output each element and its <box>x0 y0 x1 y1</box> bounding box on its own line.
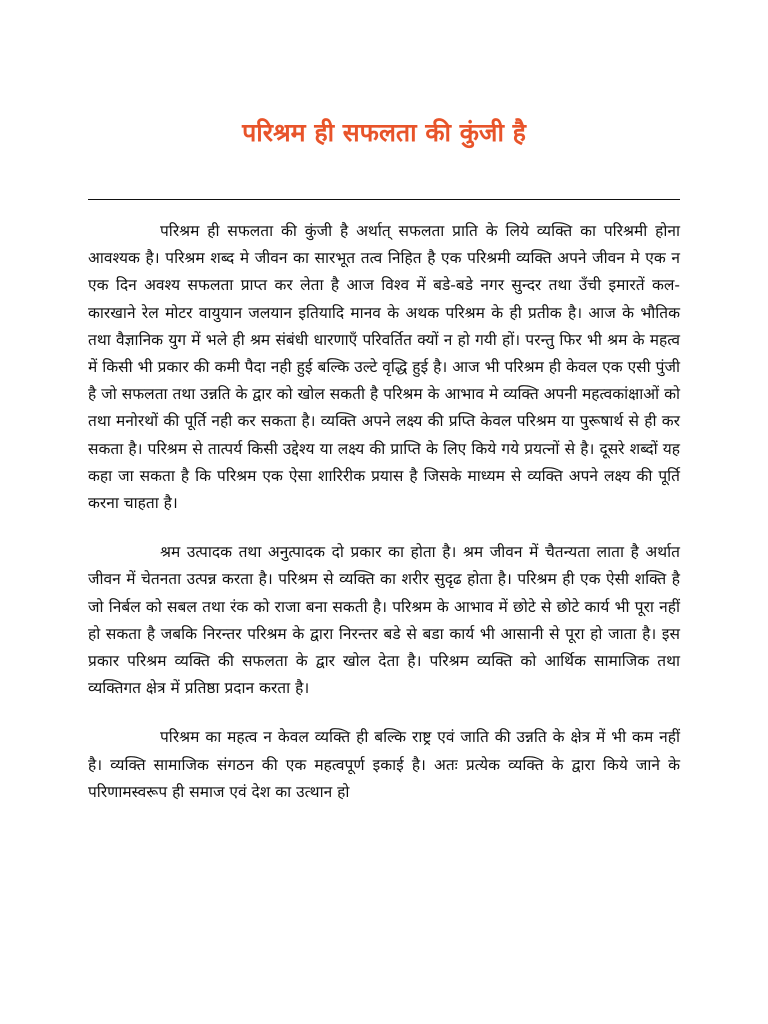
document-body <box>88 218 680 806</box>
document-title: परिश्रम ही सफलता की कुंजी है <box>242 117 526 147</box>
paragraph-2: श्रम उत्पादक तथा अनुत्पादक दो प्रकार का होता है। श्रम जीवन में चैतन्यता लाता है अर्थात जीवन में चेतनता उत्पन्न करता है। परिश्रम से व्यक्ति का शरीर सुदृढ होता है। परिश्रम ही एक ऐसी शक्ति है जो निर्बल को सबल तथा रंक को राजा बना सकती है। परिश्रम के आभाव में छोटे से छोटे कार्य भी पूरा नहीं हो सकता है जबकि निरन्तर परिश्रम के द्वारा निरन्तर बडे से बडा कार्य भी आसानी से पूरा हो जाता है। इस प्रकार परिश्रम व्यक्ति की सफलता के द्वार खोल देता है। परिश्रम व्यक्ति को आर्थिक सामाजिक तथा व्यक्तिगत क्षेत्र में प्रतिष्ठा प्रदान करता है। <box>88 543 680 698</box>
paragraph-3: परिश्रम का महत्व न केवल व्यक्ति ही बल्कि राष्ट्र एवं जाति की उन्नति के क्षेत्र में भी कम नहीं है। व्यक्ति सामाजिक संगठन की एक महत्वपूर्ण इकाई है। अतः प्रत्येक व्यक्ति के द्वारा किये जाने के परिणामस्वरूप ही समाज एवं देश का उत्थान हो <box>88 728 680 801</box>
paragraph-1: परिश्रम ही सफलता की कुंजी है अर्थात् सफलता प्राति के लिये व्यक्ति का परिश्रमी होना आवश्यक है। परिश्रम शब्द मे जीवन का सारभूत तत्व निहित है एक परिश्रमी व्यक्ति अपने जीवन मे एक न एक दिन अवश्य सफलता प्राप्त कर लेता है आज विश्व में बडे-बडे नगर सुन्दर तथा उँची इमारतें कल-कारखाने रेल मोटर वायुयान जलयान इतियादि मानव के अथक परिश्रम के ही प्रतीक है। आज के भौतिक तथा वैज्ञानिक युग में भले ही श्रम संबंधी धारणाएँ परिवर्तित क्यों न हो गयी हों। परन्तु फिर भी श्रम के महत्व में किसी भी प्रकार की कमी पैदा नही हुई बल्कि उल्टे वृद्धि हुई है। आज भी परिश्रम ही केवल एक एसी पुंजी है जो सफलता तथा उन्नति के द्वार को खोल सकती है परिश्रम के आभाव मे व्यक्ति अपनी महत्वकांक्षाओं को तथा मनोरथों की पूर्ति नही कर सकता है। व्यक्ति अपने लक्ष्य की प्रप्ति केवल परिश्रम या पुरूषार्थ से ही कर सकता है। परिश्रम से तात्पर्य किसी उद्देश्य या लक्ष्य की प्राप्ति के लिए किये गये प्रयत्नों से है। दूसरे शब्दों यह कहा जा सकता है कि परिश्रम एक ऐसा शारिरीक प्रयास है जिसके माध्यम से व्यक्ति अपने लक्ष्य की पूर्ति करना चाहता है। <box>88 222 680 513</box>
title-divider <box>88 199 680 200</box>
